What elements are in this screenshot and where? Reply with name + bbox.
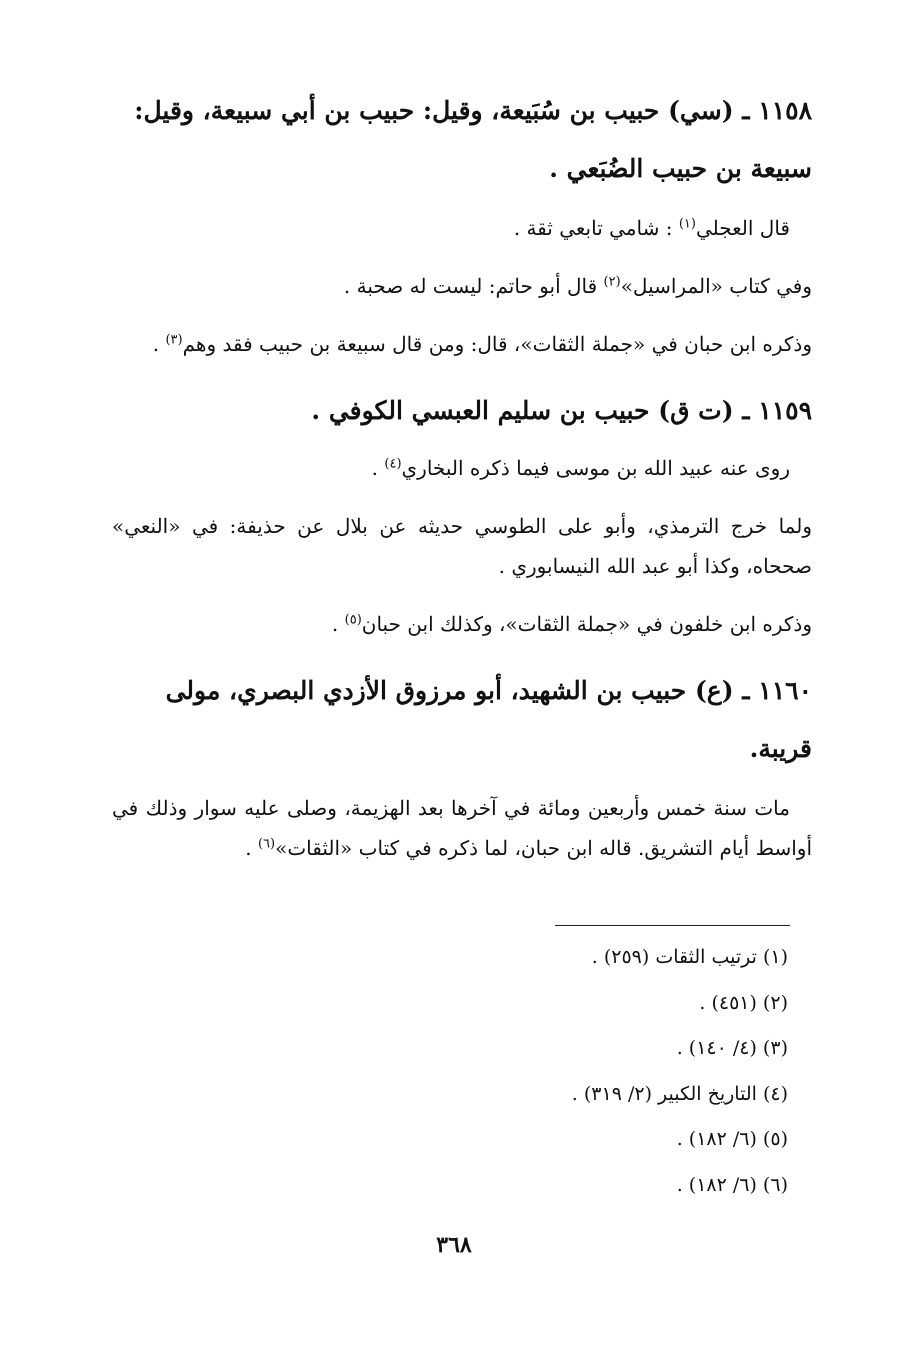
entry-heading: ١١٥٩ ـ (ت ق) حبيب بن سليم العبسي الكوفي . [311, 396, 812, 425]
footnote-ref[interactable]: (٦) [257, 836, 276, 852]
entry-code: (سي) [668, 96, 734, 125]
paragraph-tail: . [371, 456, 385, 480]
page-number: ٣٦٨ [436, 1232, 472, 1258]
footnote-ref[interactable]: (٤) [384, 456, 402, 472]
entry-number: ١١٥٨ [758, 96, 812, 125]
paragraph-text: روى عنه عبيد الله بن موسى فيما ذكره البخاري [401, 456, 790, 480]
entry-title: حبيب بن سُبَيعة، وقيل: حبيب بن أبي سبيعة، وقيل: سبيعة بن حبيب الضُبَعي . [134, 96, 812, 183]
footnote: (٥) (٦/ ١٨٢) . [676, 1128, 788, 1150]
footnote-ref[interactable]: (٢) [603, 274, 621, 290]
footnotes [188, 940, 788, 1213]
entry-code: (ع) [694, 676, 734, 705]
footnote-ref[interactable]: (٥) [344, 612, 362, 628]
entry-title: حبيب بن الشهيد، أبو مرزوق الأزدي البصري، مولى قريبة. [165, 676, 812, 763]
footnote-ref[interactable]: (٣) [165, 332, 183, 348]
paragraph [112, 208, 812, 248]
entry-heading: ١١٦٠ ـ (ع) حبيب بن الشهيد، أبو مرزوق الأزدي البصري، مولى قريبة. [165, 676, 812, 763]
paragraph [112, 266, 812, 306]
footnote: (٤) التاريخ الكبير (٢/ ٣١٩) . [571, 1082, 788, 1105]
paragraph-text: قال العجلي [695, 216, 790, 240]
main-text [112, 82, 812, 886]
paragraph [112, 506, 812, 586]
entry-number: ١١٦٠ [758, 676, 812, 705]
footnote-divider [555, 925, 790, 926]
paragraph [112, 324, 812, 364]
paragraph-text: وذكره ابن حبان في «جملة الثقات»، قال: ومن قال سبيعة بن حبيب فقد وهم [182, 332, 812, 356]
paragraph-text: مات سنة خمس وأربعين ومائة في آخرها بعد الهزيمة، وصلى عليه سوار وذلك في أواسط أيام التشريق. قاله ابن حبان، لما ذكره في كتاب «الثقات» [112, 796, 812, 860]
paragraph-text: ولما خرج الترمذي، وأبو على الطوسي حديثه عن بلال عن حذيفة: في «النعي» صححاه، وكذا أبو عبد الله النيسابوري . [112, 514, 812, 578]
paragraph-tail: : شامي تابعي ثقة . [513, 216, 679, 240]
paragraph-tail: . [331, 612, 345, 636]
entry-code: (ت ق) [658, 396, 734, 425]
footnote: (١) ترتيب الثقات (٢٥٩) . [591, 946, 788, 968]
paragraph-tail: قال أبو حاتم: ليست له صحبة . [343, 274, 604, 298]
paragraph-tail: . [245, 836, 258, 860]
footnote: (٦) (٦/ ١٨٢) . [676, 1173, 788, 1196]
entry-title: حبيب بن سليم العبسي الكوفي . [311, 396, 650, 425]
footnote: (٢) (٤٥١) . [699, 991, 788, 1014]
entry-number: ١١٥٩ [758, 396, 812, 425]
paragraph-text: وفي كتاب «المراسيل» [620, 274, 812, 298]
paragraph [112, 788, 812, 868]
paragraph-tail: . [152, 332, 166, 356]
footnote: (٣) (٤/ ١٤٠) . [676, 1037, 788, 1059]
paragraph [112, 604, 812, 644]
paragraph-text: وذكره ابن خلفون في «جملة الثقات»، وكذلك ابن حبان [361, 612, 812, 636]
paragraph [112, 448, 812, 488]
footnote-ref[interactable]: (١) [678, 216, 696, 232]
entry-heading: ١١٥٨ ـ (سي) حبيب بن سُبَيعة، وقيل: حبيب بن أبي سبيعة، وقيل: سبيعة بن حبيب الضُبَعي . [134, 96, 812, 183]
